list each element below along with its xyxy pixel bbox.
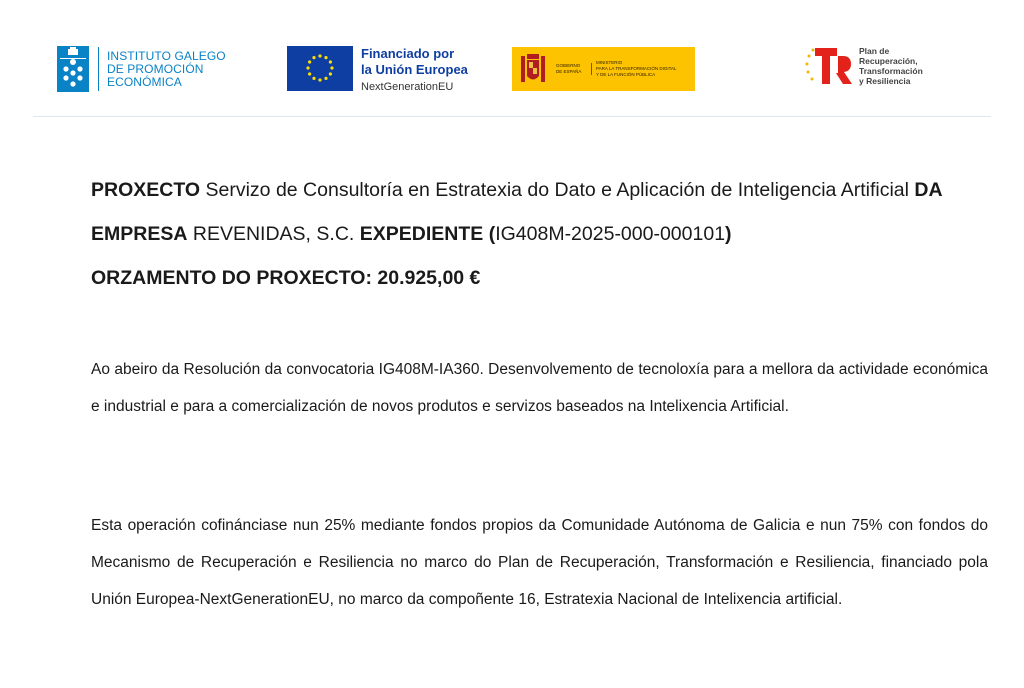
header-divider (33, 116, 991, 117)
prtr-line: Transformación (859, 66, 923, 76)
eu-flag-icon (287, 46, 353, 91)
logo-divider (98, 47, 99, 91)
prtr-text (859, 46, 923, 86)
igape-line: INSTITUTO GALEGO (107, 48, 226, 63)
budget-line: ORZAMENTO DO PROXECTO: 20.925,00 € (91, 267, 481, 289)
eu-line-2: la Unión Europea (361, 62, 468, 77)
logo-header (0, 0, 1024, 118)
igape-text (107, 50, 226, 89)
ministerio-line: MINISTERIO (596, 60, 623, 65)
igape-logo (57, 46, 226, 92)
prtr-line: Plan de (859, 46, 890, 56)
igape-line: DE PROMOCIÓN (107, 61, 204, 76)
label-expediente: EXPEDIENTE ( (359, 223, 496, 245)
eu-line-1: Financiado por (361, 46, 455, 61)
expediente-number: IG408M-2025-000-000101 (495, 223, 726, 245)
galicia-shield-icon (57, 46, 89, 92)
ministerio-line: Y DE LA FUNCIÓN PÚBLICA (596, 72, 656, 77)
prtr-line: y Resiliencia (859, 76, 911, 86)
gobierno-text (556, 63, 592, 75)
resolution-paragraph: Ao abeiro da Resolución da convocatoria IG408M-IA360. Desenvolvemento de tecnoloxía para a mellora da actividade económica e industrial e para a comercialización de novos produtos e servizos baseados na Intelixencia Artificial. (91, 361, 988, 415)
gobierno-line: GOBIERNO (556, 63, 581, 68)
ministerio-line: PARA LA TRANSFORMACIÓN DIGITAL (596, 66, 677, 71)
eu-funding-logo (287, 46, 468, 92)
label-proxecto: PROXECTO (91, 179, 201, 201)
funding-paragraph: Esta operación cofinánciase nun 25% mediante fondos propios da Comunidade Autónoma de Galicia e nun 75% con fondos do Mecanismo de Recuperación e Resiliencia no marco do Plan de Recuperación, Transformación e Resiliencia, financiado pola Unión Europea-NextGenerationEU, no marco da compoñente 16, Estratexia Nacional de Intelixencia artificial. (91, 517, 988, 608)
gobierno-espana-logo (512, 47, 695, 91)
prtr-tr-icon (805, 44, 853, 88)
ministerio-text (596, 60, 691, 78)
label-empresa: DA EMPRESA (91, 179, 942, 245)
eu-line-3: NextGenerationEU (361, 81, 454, 93)
prtr-line: Recuperación, (859, 56, 918, 66)
igape-line: ECONÓMICA (107, 74, 182, 89)
project-title (91, 168, 988, 300)
prtr-logo (805, 44, 923, 88)
project-name: Servizo de Consultoría en Estratexia do Dato e Aplicación de Inteligencia Artificial (205, 179, 909, 201)
spain-coat-of-arms-icon (518, 50, 548, 88)
company-name: REVENIDAS, S.C. (192, 223, 355, 245)
close-paren: ) (725, 223, 732, 245)
gobierno-line: DE ESPAÑA (556, 69, 582, 74)
